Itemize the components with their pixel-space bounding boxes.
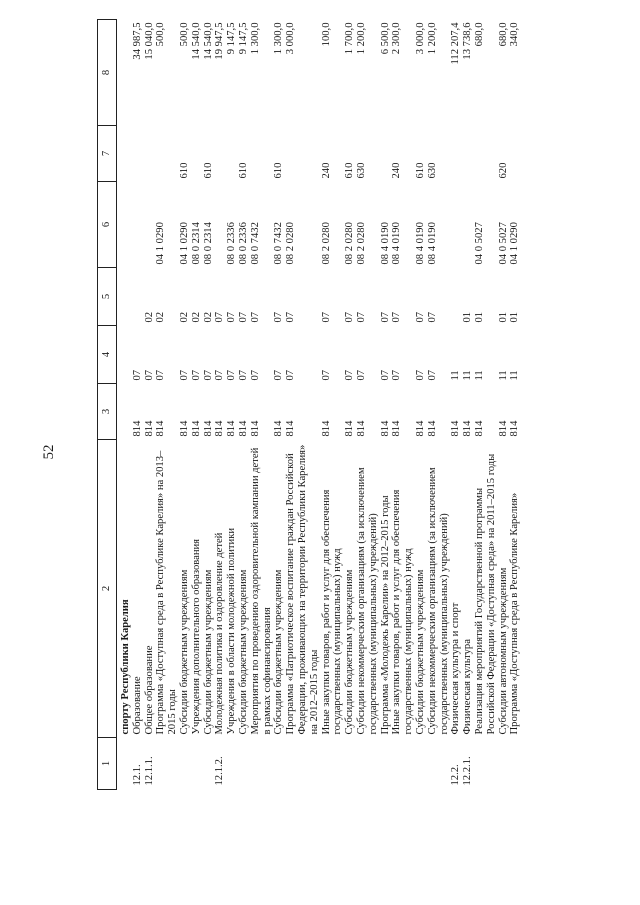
- cell-subsection-code: 07: [414, 311, 426, 323]
- cell-subsection-code: 07: [426, 311, 438, 323]
- cell-item-name: Иные закупки товаров, работ и услуг для обеспечения государственных (муниципальных) нужд: [320, 489, 344, 735]
- cell-amount: 2 300,0: [391, 22, 403, 55]
- cell-target-article: 08 0 7432: [273, 222, 285, 265]
- cell-section-code: 07: [190, 369, 202, 381]
- cell-item-name: Субсидии некоммерческим организациям (за исключением государственных (муниципальных) учреждений): [355, 467, 379, 735]
- page-number: 52: [41, 444, 57, 460]
- cell-section-number: [427, 738, 451, 790]
- cell-section-code: 07: [202, 369, 214, 381]
- cell-target-article: 08 2 0280: [285, 222, 297, 265]
- cell-section-number: [321, 738, 345, 790]
- cell-expense-type: 240: [391, 162, 403, 179]
- cell-item-name: Иные закупки товаров, работ и услуг для обеспечения государственных (муниципальных) нужд: [391, 489, 415, 735]
- cell-item-name: Мероприятия по проведению оздоровительной кампании детей в рамках софинансирования: [249, 447, 273, 735]
- cell-ministry-code: 814: [473, 420, 485, 437]
- cell-ministry-code: 814: [426, 420, 438, 437]
- cell-expense-type: [509, 126, 521, 182]
- cell-section-number: [509, 738, 521, 790]
- cell-section-number: [117, 738, 132, 790]
- cell-target-article: 08 2 0280: [355, 222, 367, 265]
- table-body: [117, 20, 522, 790]
- cell-item-name: Молодежная политика и оздоровление детей: [214, 532, 226, 735]
- cell-target-article: 04 1 0290: [178, 222, 190, 265]
- cell-amount: 100,0: [320, 22, 332, 47]
- cell-section-number: [498, 738, 510, 790]
- table-row: [450, 20, 462, 790]
- table-row: [117, 20, 132, 790]
- cell-section-code: 07: [320, 369, 332, 381]
- table-row: [344, 20, 356, 790]
- cell-item-name: Субсидии бюджетным учреждениям: [237, 569, 249, 735]
- cell-amount: 9 147,5: [226, 22, 238, 55]
- cell-expense-type: 240: [320, 162, 332, 179]
- cell-ministry-code: 814: [509, 420, 521, 437]
- cell-section-code: 07: [214, 369, 226, 381]
- cell-section-number: [391, 738, 415, 790]
- cell-expense-type: 610: [344, 162, 356, 179]
- cell-expense-type: [144, 126, 156, 182]
- cell-subsection-code: 07: [249, 311, 261, 323]
- cell-subsection-code: 01: [462, 311, 474, 323]
- cell-section-code: 11: [509, 370, 521, 381]
- cell-section-code: 07: [143, 369, 155, 381]
- cell-target-article: [144, 182, 156, 268]
- table-row: [509, 20, 521, 790]
- cell-section-code: 07: [131, 369, 143, 381]
- header-col-7: 7: [98, 126, 117, 182]
- cell-item-name: Общее образование: [143, 645, 155, 735]
- table-row: [380, 20, 392, 790]
- cell-expense-type: [226, 126, 238, 182]
- cell-ministry-code: 814: [379, 420, 391, 437]
- cell-section-code: 07: [391, 369, 403, 381]
- header-col-3: 3: [98, 384, 117, 440]
- cell-subsection-code: 07: [379, 311, 391, 323]
- cell-amount: 9 147,5: [237, 22, 249, 55]
- cell-section-code: 07: [355, 369, 367, 381]
- cell-item-name: Субсидии некоммерческим организациям (за исключением государственных (муниципальных) учреждений): [426, 467, 450, 735]
- table-row: [356, 20, 380, 790]
- cell-subsection-code: 02: [143, 311, 155, 323]
- cell-amount: [117, 20, 132, 126]
- cell-amount: 6 500,0: [379, 22, 391, 55]
- cell-section-number: 12.2.1.: [462, 756, 474, 786]
- cell-target-article: [132, 182, 144, 268]
- cell-ministry-code: 814: [249, 420, 261, 437]
- cell-section-number: [415, 738, 427, 790]
- cell-subsection-code: 01: [473, 311, 485, 323]
- cell-section-code: 07: [285, 369, 297, 381]
- cell-item-name: спорту Республики Карелия: [120, 599, 131, 735]
- cell-section-code: 07: [426, 369, 438, 381]
- cell-subsection-code: 07: [237, 311, 249, 323]
- cell-expense-type: 630: [355, 162, 367, 179]
- cell-expense-type: 610: [414, 162, 426, 179]
- cell-target-article: [450, 182, 462, 268]
- cell-item-name: Образование: [131, 676, 143, 735]
- cell-expense-type: [132, 126, 144, 182]
- cell-ministry-code: 814: [344, 420, 356, 437]
- cell-ministry-code: 814: [190, 420, 202, 437]
- header-row: [98, 20, 117, 790]
- cell-amount: 1 300,0: [273, 22, 285, 55]
- table-row: [191, 20, 203, 790]
- cell-item-name: Программа «Доступная среда в Республике Карелия»: [509, 492, 521, 735]
- table-header: [98, 20, 117, 790]
- cell-ministry-code: 814: [285, 420, 297, 437]
- cell-subsection-code: 07: [320, 311, 332, 323]
- cell-section-code: 07: [273, 369, 285, 381]
- cell-target-article: 08 4 0190: [391, 222, 403, 265]
- cell-ministry-code: 814: [226, 420, 238, 437]
- cell-ministry-code: 814: [462, 420, 474, 437]
- cell-expense-type: [250, 126, 274, 182]
- cell-amount: 15 040,0: [143, 22, 155, 60]
- budget-table-rotated: [97, 20, 640, 790]
- cell-item-name: Учреждения в области молодежной политики: [226, 527, 238, 735]
- cell-section-code: 07: [344, 369, 356, 381]
- cell-section-code: 07: [414, 369, 426, 381]
- cell-amount: 112 207,4: [450, 22, 462, 65]
- cell-section-code: [117, 326, 132, 384]
- table-row: [132, 20, 144, 790]
- cell-item-name: Программа «Доступная среда в Республике Карелия» на 2013–2015 годы: [155, 450, 179, 735]
- cell-target-article: 08 4 0190: [379, 222, 391, 265]
- cell-subsection-code: 07: [285, 311, 297, 323]
- cell-target-article: 08 2 0280: [344, 222, 356, 265]
- cell-item-name: Субсидии автономным учреждениям: [497, 567, 509, 735]
- cell-target-article: 04 1 0290: [155, 222, 167, 265]
- cell-amount: 680,0: [497, 22, 509, 47]
- cell-expense-type: 610: [178, 162, 190, 179]
- cell-item-name: Физическая культура: [462, 639, 474, 735]
- header-col-8: 8: [98, 20, 117, 126]
- header-col-6: 6: [98, 182, 117, 268]
- table-row: [179, 20, 191, 790]
- header-col-4: 4: [98, 326, 117, 384]
- cell-section-code: 07: [178, 369, 190, 381]
- cell-section-number: [238, 738, 250, 790]
- cell-expense-type: [450, 126, 462, 182]
- cell-subsection-code: 02: [155, 311, 167, 323]
- cell-section-code: 07: [155, 369, 167, 381]
- table-row: [238, 20, 250, 790]
- cell-amount: 500,0: [155, 22, 167, 47]
- cell-target-article: 04 0 5027: [497, 222, 509, 265]
- cell-ministry-code: 814: [355, 420, 367, 437]
- header-col-2: 2: [98, 440, 117, 738]
- cell-amount: 3 000,0: [285, 22, 297, 55]
- cell-subsection-code: [450, 268, 462, 326]
- cell-ministry-code: 814: [391, 420, 403, 437]
- cell-section-number: [356, 738, 380, 790]
- cell-section-number: 12.1.2.: [214, 756, 226, 786]
- cell-ministry-code: 814: [273, 420, 285, 437]
- table-row: [250, 20, 274, 790]
- cell-target-article: 08 2 0280: [320, 222, 332, 265]
- cell-expense-type: [155, 126, 179, 182]
- cell-amount: 340,0: [509, 22, 521, 47]
- cell-section-number: [191, 738, 203, 790]
- cell-expense-type: 610: [237, 162, 249, 179]
- cell-expense-type: [380, 126, 392, 182]
- cell-expense-type: [117, 126, 132, 182]
- cell-section-number: [250, 738, 274, 790]
- cell-subsection-code: 01: [509, 311, 521, 323]
- cell-section-code: 07: [226, 369, 238, 381]
- cell-target-article: [462, 182, 474, 268]
- cell-section-number: [474, 738, 498, 790]
- table-row: [415, 20, 427, 790]
- table-row: [226, 20, 238, 790]
- cell-section-number: 12.1.: [131, 764, 143, 786]
- cell-section-code: 07: [249, 369, 261, 381]
- cell-amount: 1 700,0: [344, 22, 356, 55]
- header-col-1: 1: [98, 738, 117, 790]
- cell-ministry-code: 814: [143, 420, 155, 437]
- cell-section-code: 11: [473, 370, 485, 381]
- cell-subsection-code: 07: [391, 311, 403, 323]
- cell-amount: 500,0: [178, 22, 190, 47]
- budget-table: [97, 19, 521, 790]
- cell-item-name: Программа «Патриотическое воспитание граждан Российской Федерации, проживающих на территории Республики Карелия» на 2012–2015 годы: [285, 444, 320, 735]
- cell-expense-type: 610: [273, 162, 285, 179]
- cell-target-article: 08 0 2336: [237, 222, 249, 265]
- table-row: [462, 20, 474, 790]
- cell-item-name: Реализация мероприятий Государственной программы Российской Федерации «Доступная среда» на 2011–2015 годы: [473, 453, 497, 735]
- cell-expense-type: [285, 126, 320, 182]
- table-row: [214, 20, 226, 790]
- cell-target-article: 08 4 0190: [426, 222, 438, 265]
- cell-section-number: [179, 738, 191, 790]
- cell-item-name: Физическая культура и спорт: [450, 602, 462, 735]
- cell-subsection-code: [132, 268, 144, 326]
- cell-subsection-code: 07: [344, 311, 356, 323]
- cell-subsection-code: 01: [497, 311, 509, 323]
- cell-amount: 19 947,5: [214, 22, 226, 60]
- cell-subsection-code: 07: [355, 311, 367, 323]
- cell-section-number: 12.1.1.: [143, 756, 155, 786]
- cell-expense-type: [191, 126, 203, 182]
- table-row: [273, 20, 285, 790]
- cell-section-number: [285, 738, 320, 790]
- cell-section-number: [155, 738, 179, 790]
- table-row: [144, 20, 156, 790]
- cell-item-name: Субсидии бюджетным учреждениям: [178, 569, 190, 735]
- cell-subsection-code: [117, 268, 132, 326]
- cell-amount: 14 540,0: [202, 22, 214, 60]
- table-row: [155, 20, 179, 790]
- cell-target-article: 08 4 0190: [414, 222, 426, 265]
- cell-section-code: 11: [450, 370, 462, 381]
- cell-target-article: [117, 182, 132, 268]
- cell-target-article: 08 0 7432: [249, 222, 261, 265]
- table-row: [203, 20, 215, 790]
- cell-amount: 14 540,0: [190, 22, 202, 60]
- cell-target-article: 04 0 5027: [473, 222, 485, 265]
- cell-ministry-code: 814: [202, 420, 214, 437]
- cell-section-number: 12.2.: [450, 764, 462, 786]
- cell-target-article: 04 1 0290: [509, 222, 521, 265]
- cell-ministry-code: 814: [414, 420, 426, 437]
- cell-subsection-code: 07: [273, 311, 285, 323]
- table-row: [427, 20, 451, 790]
- cell-amount: 34 987,5: [131, 22, 143, 60]
- cell-section-number: [380, 738, 392, 790]
- cell-ministry-code: 814: [214, 420, 226, 437]
- cell-subsection-code: 02: [178, 311, 190, 323]
- cell-target-article: [214, 182, 226, 268]
- cell-expense-type: [462, 126, 474, 182]
- header-col-5: 5: [98, 268, 117, 326]
- cell-expense-type: [214, 126, 226, 182]
- cell-item-name: Субсидии бюджетным учреждениям: [414, 569, 426, 735]
- cell-item-name: Субсидии бюджетным учреждениям: [202, 569, 214, 735]
- table-row: [285, 20, 320, 790]
- cell-ministry-code: 814: [450, 420, 462, 437]
- cell-ministry-code: 814: [497, 420, 509, 437]
- cell-subsection-code: 07: [226, 311, 238, 323]
- cell-expense-type: 620: [497, 162, 509, 179]
- cell-subsection-code: 07: [214, 311, 226, 323]
- cell-subsection-code: 02: [202, 311, 214, 323]
- cell-section-number: [226, 738, 238, 790]
- table-row: [474, 20, 498, 790]
- cell-expense-type: [474, 126, 498, 182]
- cell-target-article: 08 0 2314: [202, 222, 214, 265]
- table-row: [498, 20, 510, 790]
- cell-section-number: [203, 738, 215, 790]
- cell-expense-type: 610: [202, 162, 214, 179]
- cell-item-name: Субсидии бюджетным учреждениям: [273, 569, 285, 735]
- cell-item-name: Программа «Молодежь Карелии» на 2012–2015 годы: [379, 495, 391, 735]
- cell-section-number: [344, 738, 356, 790]
- cell-ministry-code: [117, 384, 132, 440]
- cell-ministry-code: 814: [320, 420, 332, 437]
- table-row: [391, 20, 415, 790]
- cell-target-article: 08 0 2314: [190, 222, 202, 265]
- cell-subsection-code: 02: [190, 311, 202, 323]
- cell-section-code: 11: [497, 370, 509, 381]
- cell-expense-type: 630: [426, 162, 438, 179]
- cell-amount: 1 200,0: [355, 22, 367, 55]
- cell-section-code: 07: [237, 369, 249, 381]
- cell-ministry-code: 814: [155, 420, 167, 437]
- cell-amount: 1 200,0: [426, 22, 438, 55]
- cell-section-number: [273, 738, 285, 790]
- cell-amount: 1 300,0: [249, 22, 261, 55]
- cell-target-article: 08 0 2336: [226, 222, 238, 265]
- cell-item-name: Субсидии бюджетным учреждениям: [344, 569, 356, 735]
- cell-ministry-code: 814: [237, 420, 249, 437]
- cell-amount: 13 738,6: [462, 22, 474, 60]
- cell-section-code: 07: [379, 369, 391, 381]
- table-row: [321, 20, 345, 790]
- cell-amount: 3 000,0: [414, 22, 426, 55]
- cell-item-name: Учреждения дополнительного образования: [190, 538, 202, 735]
- cell-section-code: 11: [462, 370, 474, 381]
- cell-ministry-code: 814: [131, 420, 143, 437]
- cell-amount: 680,0: [473, 22, 485, 47]
- cell-ministry-code: 814: [178, 420, 190, 437]
